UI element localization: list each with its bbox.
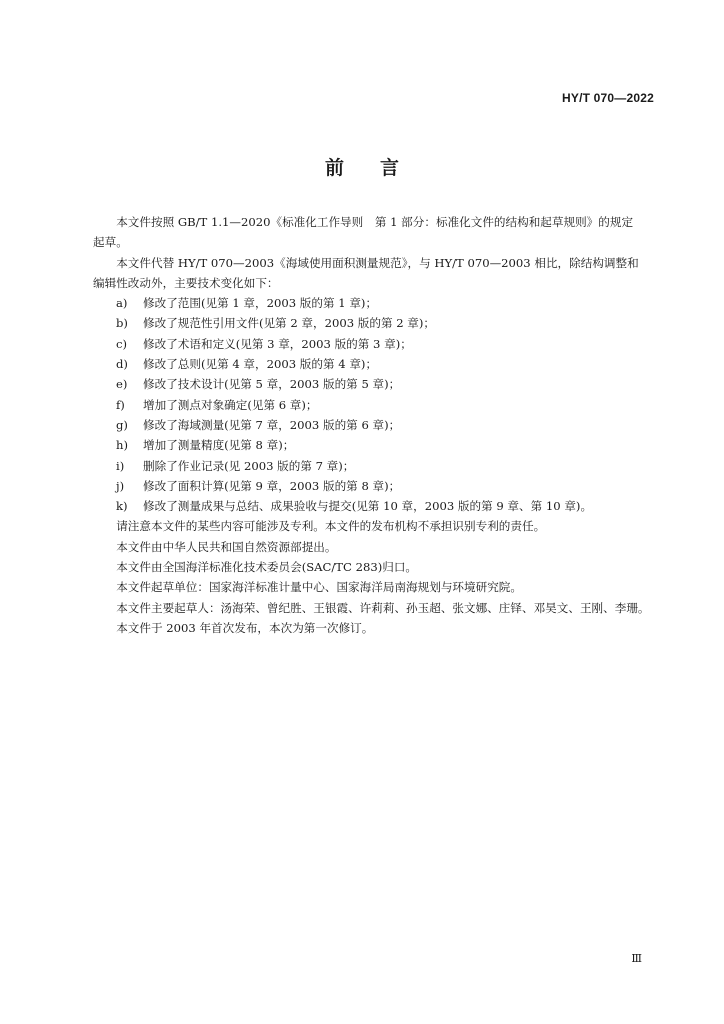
- paragraph-replacement: 本文件代替 HY/T 070—2003《海域使用面积测量规范》，与 HY/T 070—2003 相比，除结构调整和: [116, 255, 639, 270]
- list-marker: i): [116, 458, 125, 473]
- list-item-text: 修改了规范性引用文件(见第 2 章，2003 版的第 2 章)；: [143, 316, 436, 331]
- list-marker: h): [116, 438, 128, 453]
- list-item-text: 修改了范围(见第 1 章，2003 版的第 1 章)；: [143, 296, 378, 311]
- list-marker: d): [116, 357, 128, 372]
- list-item: [93, 395, 661, 415]
- page-title: 前言: [324, 157, 435, 179]
- list-item-text: 删除了作业记录(见 2003 版的第 7 章)；: [143, 458, 355, 473]
- patent-notice: 请注意本文件的某些内容可能涉及专利。本文件的发布机构不承担识别专利的责任。: [116, 519, 546, 534]
- list-item-text: 修改了技术设计(见第 5 章，2003 版的第 5 章)；: [143, 377, 401, 392]
- list-marker: k): [116, 499, 128, 514]
- main-drafters: 本文件主要起草人：汤海荣、曾纪胜、王银霞、许莉莉、孙玉超、张文娜、庄铎、邓昊文、王刚、李珊。: [116, 600, 650, 615]
- drafting-units: 本文件起草单位：国家海洋标准计量中心、国家海洋局南海规划与环境研究院。: [116, 580, 522, 595]
- standard-code: HY/T 070—2022: [562, 91, 654, 105]
- paragraph-drafting-basis: 本文件按照 GB/T 1.1—2020《标准化工作导则 第 1 部分：标准化文件的结构和起草规则》的规定: [116, 215, 634, 229]
- paragraph-replacement-cont: 编辑性改动外，主要技术变化如下：: [93, 275, 279, 290]
- list-marker: a): [116, 296, 128, 311]
- list-marker: j): [116, 478, 125, 493]
- list-marker: g): [116, 417, 128, 432]
- administrator-statement: 本文件由全国海洋标准化技术委员会(SAC/TC 283)归口。: [116, 560, 418, 575]
- list-marker: b): [116, 316, 128, 331]
- list-item: [93, 354, 661, 374]
- list-item: [93, 293, 661, 313]
- list-item: [93, 313, 661, 333]
- list-marker: c): [116, 336, 128, 351]
- list-item-text: 修改了总则(见第 4 章，2003 版的第 4 章)；: [143, 357, 378, 372]
- paragraph-drafting-basis-cont: 起草。: [93, 235, 128, 250]
- list-item: [93, 456, 661, 476]
- list-item: [93, 496, 661, 516]
- list-item-text: 修改了海域测量(见第 7 章，2003 版的第 6 章)；: [143, 417, 401, 432]
- list-item: [93, 334, 661, 354]
- list-item-text: 修改了面积计算(见第 9 章，2003 版的第 8 章)；: [143, 478, 401, 493]
- list-item: [93, 374, 661, 394]
- list-item: [93, 435, 661, 455]
- list-item-text: 修改了测量成果与总结、成果验收与提交(见第 10 章，2003 版的第 9 章、第 10 章)。: [143, 499, 593, 514]
- publication-history: 本文件于 2003 年首次发布，本次为第一次修订。: [116, 620, 374, 635]
- list-item-text: 修改了术语和定义(见第 3 章，2003 版的第 3 章)；: [143, 336, 412, 351]
- list-item: [93, 476, 661, 496]
- technical-changes-list: [93, 293, 661, 516]
- foreword-body: [93, 212, 661, 638]
- page-number: Ⅲ: [631, 953, 642, 965]
- list-marker: f): [116, 397, 125, 412]
- list-item: [93, 415, 661, 435]
- list-marker: e): [116, 377, 128, 392]
- proposer-statement: 本文件由中华人民共和国自然资源部提出。: [116, 539, 337, 554]
- list-item-text: 增加了测点对象确定(见第 6 章)；: [143, 397, 318, 412]
- list-item-text: 增加了测量精度(见第 8 章)；: [143, 438, 295, 453]
